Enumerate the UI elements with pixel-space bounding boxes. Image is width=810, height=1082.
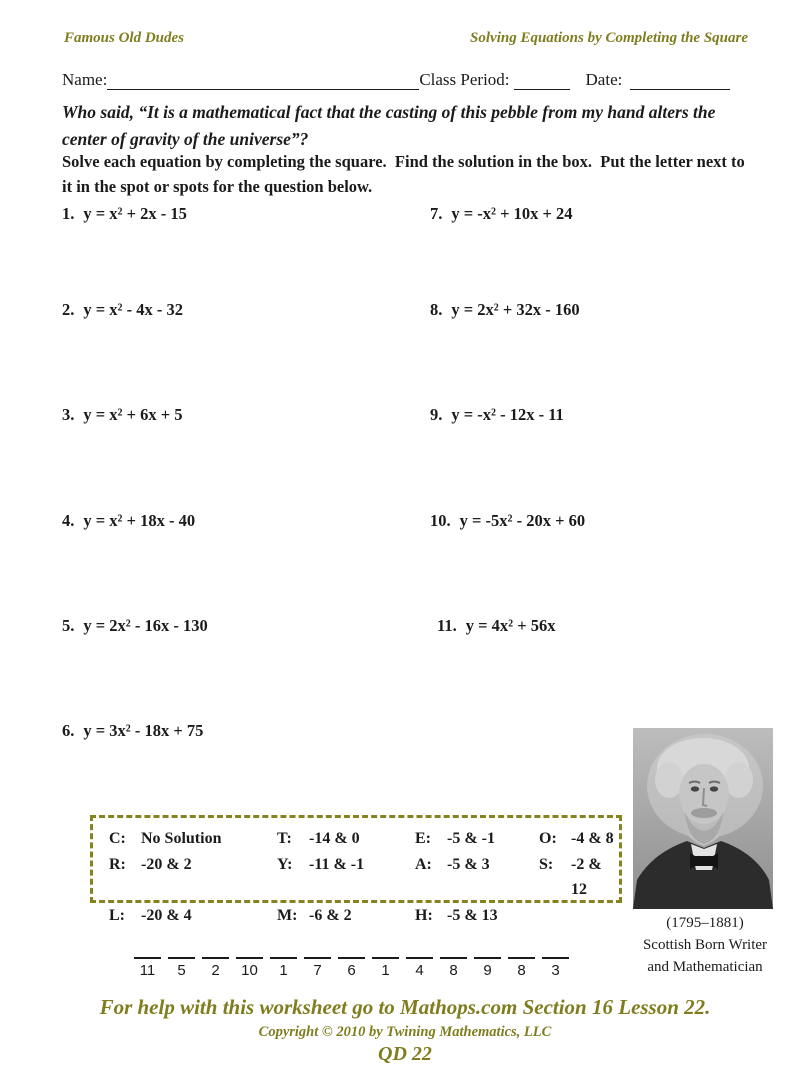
key-value: -4 & 8 <box>571 830 614 847</box>
answer-slot-number: 2 <box>211 962 220 979</box>
key-entry <box>415 852 539 902</box>
problem-number: 8. <box>430 300 443 319</box>
problem-9 <box>430 405 564 425</box>
problem-equation: y = 3x² - 18x + 75 <box>83 721 204 740</box>
key-letter: Y: <box>277 856 293 873</box>
name-input-line[interactable] <box>107 72 419 90</box>
footer-help-text: For help with this worksheet go to Mathops.com Section 16 Lesson 22. <box>99 995 711 1019</box>
key-letter: T: <box>277 830 292 847</box>
key-value: -20 & 4 <box>141 907 192 924</box>
answer-slot <box>304 944 331 979</box>
answer-slot <box>270 944 297 979</box>
answer-slot-line[interactable] <box>236 944 263 959</box>
answer-slot <box>474 944 501 979</box>
answer-slot-number: 8 <box>449 962 458 979</box>
worksheet-series-title: Famous Old Dudes <box>64 30 185 46</box>
problem-equation: y = x² + 18x - 40 <box>83 511 196 530</box>
problem-equation: y = x² + 2x - 15 <box>83 204 187 223</box>
problem-5 <box>62 616 208 636</box>
problem-number: 11. <box>437 616 457 635</box>
date-input-line[interactable] <box>630 72 730 90</box>
key-entry <box>109 852 277 902</box>
problem-equation: y = -x² + 10x + 24 <box>451 204 573 223</box>
key-value: -5 & 3 <box>447 856 490 873</box>
worksheet-code: QD 22 <box>378 1043 432 1065</box>
key-value: -2 & 12 <box>571 856 602 898</box>
header <box>64 30 748 47</box>
problem-3 <box>62 405 183 425</box>
answer-slot-line[interactable] <box>134 944 161 959</box>
key-entry <box>415 903 539 928</box>
problem-11 <box>437 616 555 636</box>
problem-4 <box>62 511 195 531</box>
solution-key-box <box>90 815 622 924</box>
answer-slot <box>168 944 195 979</box>
answer-slot-line[interactable] <box>406 944 433 959</box>
key-value: -5 & -1 <box>447 830 495 847</box>
answer-slot-number: 1 <box>381 962 390 979</box>
problem-1 <box>62 204 187 224</box>
problem-equation: y = 2x² + 32x - 160 <box>451 300 580 319</box>
key-letter: R: <box>109 856 126 873</box>
key-letter: M: <box>277 907 298 924</box>
answer-slot-number: 8 <box>517 962 526 979</box>
riddle-question: Who said, “It is a mathematical fact that the casting of this pebble from my hand alters the center of gravity of the universe”? <box>62 102 720 150</box>
key-entry <box>277 852 415 902</box>
key-entry <box>109 826 277 851</box>
footer-copyright: Copyright © 2010 by Twining Mathematics, LLC <box>258 1024 552 1040</box>
caption-line2: Scottish Born Writer <box>642 937 768 953</box>
answer-slot <box>338 944 365 979</box>
answer-slot-number: 10 <box>241 962 258 979</box>
answer-slot-number: 6 <box>347 962 356 979</box>
key-entry <box>539 852 619 902</box>
answer-slot <box>440 944 467 979</box>
worksheet-topic-title: Solving Equations by Completing the Square <box>470 30 748 46</box>
key-letter: S: <box>539 856 554 873</box>
answer-slots-row <box>134 944 569 979</box>
answer-slot <box>406 944 433 979</box>
answer-slot-line[interactable] <box>304 944 331 959</box>
key-entry <box>415 826 539 851</box>
key-entry <box>277 903 415 928</box>
key-value: No Solution <box>141 830 222 847</box>
key-value: -6 & 2 <box>309 907 352 924</box>
portrait-svg <box>633 728 773 909</box>
problem-number: 10. <box>430 511 451 530</box>
answer-slot <box>134 944 161 979</box>
problem-equation: y = -5x² - 20x + 60 <box>459 511 586 530</box>
answer-slot-number: 5 <box>177 962 186 979</box>
answer-slot-line[interactable] <box>338 944 365 959</box>
problem-7 <box>430 204 573 224</box>
problem-equation: y = x² - 4x - 32 <box>83 300 183 319</box>
portrait-image <box>633 728 773 909</box>
answer-slot <box>202 944 229 979</box>
problem-number: 2. <box>62 300 75 319</box>
key-letter: H: <box>415 907 433 924</box>
key-value: -5 & 13 <box>447 907 498 924</box>
problem-equation: y = 2x² - 16x - 130 <box>83 616 208 635</box>
answer-slot-line[interactable] <box>372 944 399 959</box>
problem-number: 6. <box>62 721 75 740</box>
name-label: Name: <box>62 70 108 89</box>
key-letter: E: <box>415 830 431 847</box>
problem-number: 9. <box>430 405 443 424</box>
problem-number: 1. <box>62 204 75 223</box>
answer-slot-number: 11 <box>139 962 156 979</box>
problem-number: 7. <box>430 204 443 223</box>
key-letter: O: <box>539 830 557 847</box>
problem-2 <box>62 300 183 320</box>
key-entry <box>539 826 619 851</box>
problem-number: 3. <box>62 405 75 424</box>
key-entry <box>109 903 277 928</box>
key-letter: L: <box>109 907 125 924</box>
answer-slot-line[interactable] <box>440 944 467 959</box>
problem-equation: y = -x² - 12x - 11 <box>451 405 564 424</box>
student-info-row <box>62 70 740 90</box>
key-entry <box>277 826 415 851</box>
answer-slot-line[interactable] <box>474 944 501 959</box>
problem-6 <box>62 721 203 741</box>
answer-slot-number: 3 <box>551 962 560 979</box>
problem-equation: y = x² + 6x + 5 <box>83 405 183 424</box>
answer-slot <box>542 944 569 979</box>
answer-slot-line[interactable] <box>508 944 535 959</box>
key-value: -20 & 2 <box>141 856 192 873</box>
key-value: -11 & -1 <box>309 856 365 873</box>
key-letter: C: <box>109 830 126 847</box>
problem-equation: y = 4x² + 56x <box>465 616 556 635</box>
answer-slot-number: 1 <box>279 962 288 979</box>
answer-slot-line[interactable] <box>202 944 229 959</box>
date-label: Date: <box>585 70 623 89</box>
problem-8 <box>430 300 580 320</box>
answer-slot-line[interactable] <box>542 944 569 959</box>
answer-slot-number: 7 <box>313 962 322 979</box>
portrait-caption <box>612 912 798 978</box>
caption-years: (1795–1881) <box>666 915 744 931</box>
class-period-input-line[interactable] <box>514 72 570 90</box>
caption-line3: and Mathematician <box>647 959 763 975</box>
answer-slot <box>508 944 535 979</box>
answer-slot-line[interactable] <box>270 944 297 959</box>
answer-slot-line[interactable] <box>168 944 195 959</box>
problem-number: 4. <box>62 511 75 530</box>
answer-slot <box>372 944 399 979</box>
key-value: -14 & 0 <box>309 830 360 847</box>
problem-10 <box>430 511 585 531</box>
problem-number: 5. <box>62 616 75 635</box>
answer-slot-number: 4 <box>415 962 424 979</box>
key-letter: A: <box>415 856 432 873</box>
answer-slot <box>236 944 263 979</box>
class-period-label: Class Period: <box>419 70 510 89</box>
answer-slot-number: 9 <box>483 962 492 979</box>
instructions: Solve each equation by completing the square. Find the solution in the box. Put the letter next to it in the spot or spots for the question below. <box>62 152 749 196</box>
